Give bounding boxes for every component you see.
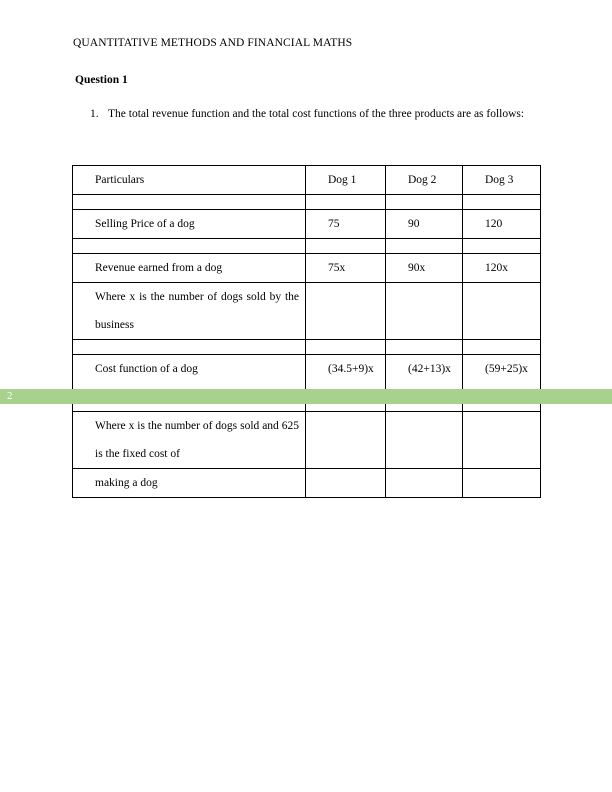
- spacer-row: [73, 340, 541, 355]
- cost-revenue-table: [72, 165, 541, 498]
- spacer-row: [73, 239, 541, 254]
- revenue-dog-3: 120x: [463, 254, 541, 283]
- header-dog-2: Dog 2: [386, 166, 463, 195]
- table-row: [73, 469, 541, 498]
- cost-label: Cost function of a dog: [73, 355, 306, 412]
- table-row: [73, 283, 541, 340]
- question-title: Question 1: [75, 74, 128, 86]
- header-dog-3: Dog 3: [463, 166, 541, 195]
- revenue-label: Revenue earned from a dog: [73, 254, 306, 283]
- cost-dog-2-line1: (42+13)x: [408, 363, 451, 375]
- selling-price-dog-2: 90: [386, 210, 463, 239]
- cost-dog-3-line1: (59+25)x: [485, 363, 528, 375]
- running-head: QUANTITATIVE METHODS AND FINANCIAL MATHS: [73, 37, 353, 49]
- revenue-dog-2: 90x: [386, 254, 463, 283]
- page-break-band: [0, 389, 612, 404]
- selling-price-dog-3: 120: [463, 210, 541, 239]
- spacer-row: [73, 195, 541, 210]
- table-header-row: [73, 166, 541, 195]
- cost-note-continued: making a dog: [73, 469, 306, 498]
- table-row: [73, 254, 541, 283]
- selling-price-dog-1: 75: [306, 210, 386, 239]
- item-number: 1.: [90, 108, 99, 120]
- header-dog-1: Dog 1: [306, 166, 386, 195]
- header-particulars: Particulars: [73, 166, 306, 195]
- cost-dog-1-line1: (34.5+9)x: [328, 363, 374, 375]
- table-row: [73, 412, 541, 469]
- revenue-dog-1: 75x: [306, 254, 386, 283]
- item-text: The total revenue function and the total cost functions of the three products are as follows:: [108, 108, 525, 120]
- selling-price-label: Selling Price of a dog: [73, 210, 306, 239]
- revenue-note: Where x is the number of dogs sold by the business: [73, 283, 306, 340]
- question-item: [90, 100, 540, 128]
- table-row: [73, 210, 541, 239]
- cost-note: Where x is the number of dogs sold and 625 is the fixed cost of: [73, 412, 306, 469]
- page-number: 2: [7, 390, 13, 402]
